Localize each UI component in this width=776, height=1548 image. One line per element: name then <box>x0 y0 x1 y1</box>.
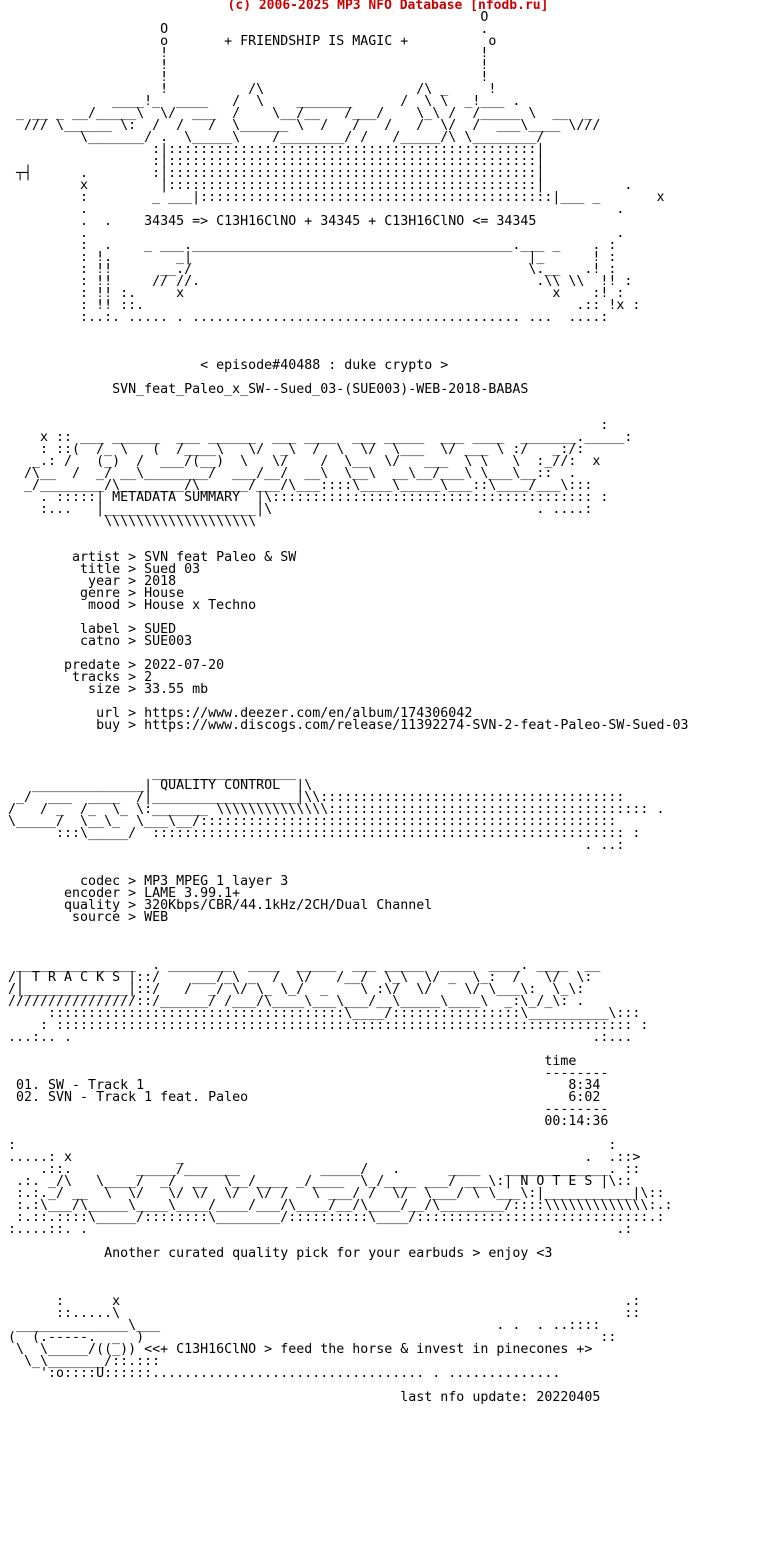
nfo-line: genre > House <box>0 586 185 601</box>
nfo-line: : :::::::::::::::::::::::::::::::::::::::::::::::::::::::::::::::::::::::: : <box>0 1018 649 1033</box>
nfo-line: ____!_ ____ / \ _______ / \ \ _!___ . <box>0 94 521 109</box>
nfo-line: : !! ::. .:: !x : <box>0 298 641 313</box>
nfo-line: last nfo update: 20220405 <box>0 1390 601 1405</box>
nfo-line: title > Sued 03 <box>0 562 201 577</box>
nfo-line: quality > 320Kbps/CBR/44.1kHz/2CH/Dual Channel <box>0 898 433 913</box>
nfo-line: ...:.. . .:... <box>0 1030 633 1045</box>
nfo-line: time <box>0 1054 577 1069</box>
nfo-line: /|_____________|::/ / _/ \/ \_ \_/ _ \ :\/ \/ \/ \___\: \_\: <box>0 982 585 997</box>
nfo-line: . . 34345 => C13H16ClNO + 34345 + C13H16ClNO <= 34345 <box>0 214 537 229</box>
nfo-line <box>0 732 776 744</box>
nfo-line: : _ ___|::::::::::::::::::::::::::::::::::::::::::::|___ _ x <box>0 190 665 205</box>
nfo-line: :|::::::::::::::::::::::::::::::::::::::::::::::| <box>0 142 545 157</box>
nfo-line: predate > 2022-07-20 <box>0 658 225 673</box>
nfo-line: mood > House x Techno <box>0 598 257 613</box>
nfo-line: : x .: <box>0 1294 641 1309</box>
nfo-line: 02. SVN - Track 1 feat. Paleo 6:02 <box>0 1090 601 1105</box>
nfo-line: source > WEB <box>0 910 169 925</box>
nfo-line: _/________/\________/\______/___/\___::::\____\_____\___::\____/___\::: <box>0 478 593 493</box>
nfo-line: tracks > 2 <box>0 670 153 685</box>
nfo-line: : !! __./ \.__ .! : <box>0 262 617 277</box>
nfo-line: : ::( /_ \ ( /____\ \/ _\ / \ \/ \___ \/ ___ \ :/ _:/: <box>0 442 585 457</box>
nfo-line: ______________| QUALITY CONTROL |\ <box>0 778 313 793</box>
nfo-line: : . _ ___.________________________________________.___ _ . : <box>0 238 617 253</box>
nfo-line <box>0 528 776 540</box>
nfo-line <box>0 336 776 348</box>
nfo-line <box>0 744 776 756</box>
nfo-line: :... |___________________|\ . ....: <box>0 502 593 517</box>
nfo-line: codec > MP3 MPEG 1 layer 3 <box>0 874 289 889</box>
nfo-line: buy > https://www.discogs.com/release/11392274-SVN-2-feat-Paleo-SW-Sued-03 <box>0 718 689 733</box>
nfo-line: : !! :. x x :! : <box>0 286 625 301</box>
nfo-line: ! ! <box>0 70 489 85</box>
nfo-line: :.:\___/\_____\____\____/____/___/\____/__/\____/__/\________/::::\\\\\\\\\\\\\:.: <box>0 1198 673 1213</box>
nfo-line: < episode#40488 : duke crypto > <box>0 358 449 373</box>
nfo-line <box>0 1260 776 1272</box>
nfo-line: : !! // //. .\\ \\ !! : <box>0 274 633 289</box>
nfo-line: __________________ <box>0 766 297 781</box>
nfo-line: 01. SW - Track 1 8:34 <box>0 1078 601 1093</box>
nfo-line: : : <box>0 1138 617 1153</box>
nfo-line: :|::::::::::::::::::::::::::::::::::::::::::::::| <box>0 154 545 169</box>
nfo-line: : !. _| |_ ! : <box>0 250 617 265</box>
nfo-line <box>0 324 776 336</box>
nfo-line: O <box>0 10 489 25</box>
nfo-line: /// \______ \: / / / \______ \ / / / / \/ / ___\____ \/// <box>0 118 601 133</box>
nfo-line: .:. _/\ \____/ _/ __ \__/____ _/____ \_/____ ___/ ___\:| N O T E S |\:: <box>0 1174 633 1189</box>
nfo-line: / / _ /_ \_ \:_______ \\\\\\\\\\\\\\:::::::::::::::::::::::::::::::::::::::: . <box>0 802 665 817</box>
nfo-line: ::.....\ :: <box>0 1306 641 1321</box>
nfo-line: x |::::::::::::::::::::::::::::::::::::::::::::::| . <box>0 178 633 193</box>
nfo-line: ':o::::U::::::.................................. . .............. <box>0 1366 561 1381</box>
nfo-line: :.:._/ __ \ \/ \/ \/ \/ \/ / \ ___/ / \/ \___/ \ \___\:|___________|\:: <box>0 1186 665 1201</box>
nfo-line: o + FRIENDSHIP IS MAGIC + o <box>0 34 497 49</box>
nfo-line: _.: / (_) / ___/(__) \ \/ / \__ \/ ___ \ \ \ :_//: x <box>0 454 601 469</box>
nfo-line: . . <box>0 202 625 217</box>
nfo-line: catno > SUE003 <box>0 634 193 649</box>
nfo-line: \_______/ . \_____\ /________/ / /_____/\ \________/ <box>0 130 545 145</box>
nfo-line: -------- <box>0 1102 609 1117</box>
copyright-banner: (c) 2006-2025 MP3 NFO Database [nfodb.ru] <box>227 0 549 13</box>
nfo-line: artist > SVN feat Paleo & SW <box>0 550 297 565</box>
nfo-line: ! ! <box>0 46 489 61</box>
nfo-line: label > SUED <box>0 622 177 637</box>
nfo-line: ! ! <box>0 58 489 73</box>
nfo-line: encoder > LAME 3.99.1+ <box>0 886 241 901</box>
nfo-line: /| T R A C K S |::/ ___/_\ _ / \/ /__/ \_\ \/ _ \_: / \/ \: <box>0 970 593 985</box>
nfo-line: .::. _____/_______ _____/ . ____ _____________. :: <box>0 1162 641 1177</box>
nfo-line: /\__ / _/ __\________/ ___/__/ __\ \__\ __\__/___\ \___\__:: . <box>0 466 577 481</box>
nfo-line: :....::. . .: <box>0 1222 633 1237</box>
nfo-line: size > 33.55 mb <box>0 682 209 697</box>
nfo-line: ( (.-----. _ ) :: <box>0 1330 617 1345</box>
nfo-line: _/ ___ ____ /|__________________|\\:::::::::::::::::::::::::::::::::::::: <box>0 790 625 805</box>
nfo-line <box>0 396 776 408</box>
nfo-line: ┬┤ . :|::::::::::::::::::::::::::::::::::::::::::::::| <box>0 166 545 181</box>
nfo-line: ______________\___ . . . ..:::: <box>0 1318 601 1333</box>
nfo-line: ////////////////::/______/ /___/\____\___\___/__\_____\____\ _:\_/_\: . <box>0 994 585 1009</box>
nfo-line: . :::::| METADATA SUMMARY |\:::::::::::::::::::::::::::::::::::::::: : <box>0 490 609 505</box>
nfo-line: :::\_____/ ::::::::::::::::::::::::::::::::::::::::::::::::::::::::::: : <box>0 826 641 841</box>
nfo-line: Another curated quality pick for your earbuds > enjoy <3 <box>0 1246 553 1261</box>
nfo-line: :.::.::::\_____/::::::::\________/::::::::::\____/:::::::::::::::::::::::::::::.: <box>0 1210 665 1225</box>
nfo-line <box>0 1272 776 1284</box>
nfo-line: .....: x _ . .::> <box>0 1150 641 1165</box>
nfo-line: : <box>0 418 609 433</box>
nfo-line: x :: ___ ______ ___ ______ ___ ____ ___ _____ ___ ____ _______._____: <box>0 430 633 445</box>
nfo-line <box>0 924 776 936</box>
nfo-line <box>0 852 776 864</box>
nfo-line: . . <box>0 226 625 241</box>
nfo-line: \_____/ \__\_ \___\__/:::::::::::::::::::::::::::::::::::::::::::::::::::: <box>0 814 617 829</box>
nfo-line: year > 2018 <box>0 574 177 589</box>
nfo-line: SVN_feat_Paleo_x_SW--Sued_03-(SUE003)-WEB-2018-BABAS <box>0 382 529 397</box>
nfo-line: _ __ _ __/_____\ \/ ___ / \__/__ /___/ \_\ / /_____ \ __ _ <box>0 106 593 121</box>
nfo-line <box>0 936 776 948</box>
nfo-line: -------- <box>0 1066 609 1081</box>
nfo-line: :..:. ..... . ......................................... ... ....: <box>0 310 609 325</box>
nfo-line: _______________ . ________ ____ _____ ___ _____ ____ ____. ____ __ <box>0 958 601 973</box>
nfo-line: \_\_______/::.::: <box>0 1354 161 1369</box>
nfo-line: . ..: <box>0 838 625 853</box>
nfo-line: O . <box>0 22 489 37</box>
nfo-line: \\\\\\\\\\\\\\\\\\\ <box>0 514 257 529</box>
nfo-line: 00:14:36 <box>0 1114 609 1129</box>
nfo-line: ! /\ /\ _ ! <box>0 82 497 97</box>
nfo-line: :::::::::::::::::::::::::::::::::::::\____/::::::::::::::::\__________\::: <box>0 1006 641 1021</box>
nfo-line: url > https://www.deezer.com/en/album/174306042 <box>0 706 473 721</box>
nfo-line: \ \_____/((_)) <<+ C13H16ClNO > feed the horse & invest in pinecones +> <box>0 1342 593 1357</box>
